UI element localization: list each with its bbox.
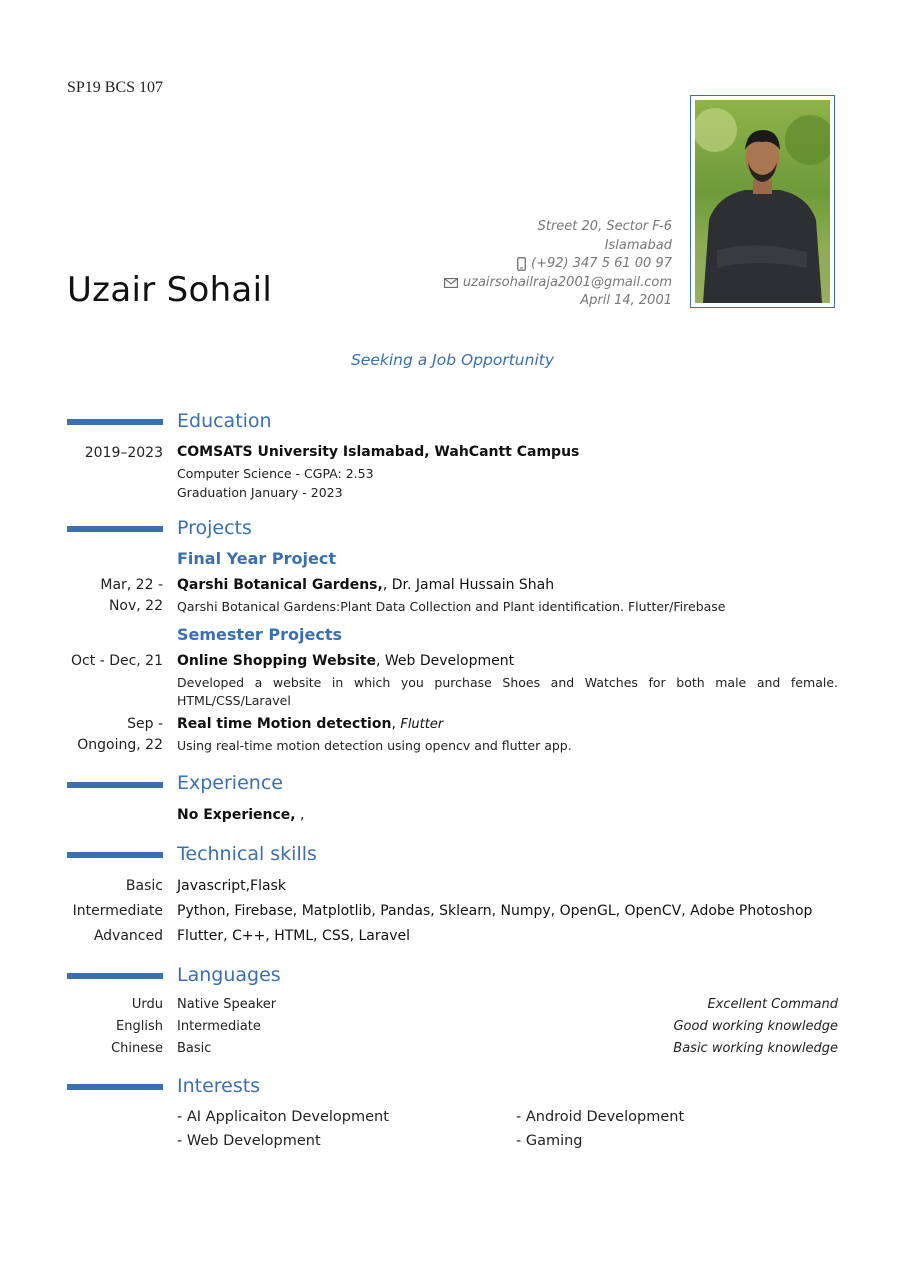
- language-comment: Excellent Command: [707, 997, 838, 1012]
- skill-level-basic: Basic: [125, 878, 163, 894]
- candidate-name: Uzair Sohail: [67, 270, 273, 310]
- section-bar: [67, 782, 163, 788]
- interest-item: - Web Development: [177, 1133, 321, 1149]
- section-bar: [67, 973, 163, 979]
- phone-number: (+92) 347 5 61 00 97: [531, 256, 672, 271]
- language-name: Urdu: [131, 997, 163, 1012]
- experience-title: No Experience,: [177, 807, 296, 823]
- project-type: Flutter: [400, 717, 444, 732]
- education-date: 2019–2023: [84, 445, 163, 461]
- skill-level-intermediate: Intermediate: [72, 903, 163, 919]
- language-comment: Basic working knowledge: [673, 1041, 838, 1056]
- language-comment: Good working knowledge: [673, 1019, 838, 1034]
- address-line-2: [444, 237, 672, 256]
- objective-quote: Seeking a Job Opportunity: [350, 351, 555, 369]
- project-name: Online Shopping Website: [177, 653, 376, 669]
- section-bar: [67, 852, 163, 858]
- education-detail: Computer Science - CGPA: 2.53: [177, 466, 374, 481]
- education-graduation: Graduation January - 2023: [177, 485, 343, 500]
- skill-level-advanced: Advanced: [93, 928, 163, 944]
- language-level: Intermediate: [177, 1019, 261, 1034]
- phone-row: [444, 255, 672, 274]
- project-date-start: Sep -: [127, 716, 163, 732]
- experience-entry: [177, 807, 305, 823]
- language-name: English: [116, 1019, 163, 1034]
- subsection-title-semester: Semester Projects: [177, 625, 342, 644]
- language-level: Native Speaker: [177, 997, 277, 1012]
- phone-icon: [517, 257, 526, 271]
- email-row: [444, 274, 672, 293]
- fyp-description: Qarshi Botanical Gardens:Plant Data Collection and Plant identification. Flutter/Firebase: [177, 599, 726, 614]
- section-title-experience: Experience: [177, 772, 283, 794]
- project-description: Developed a website in which you purchase Shoes and Watches for both male and female.: [177, 675, 838, 690]
- section-title-interests: Interests: [177, 1075, 261, 1097]
- project-date: Oct - Dec, 21: [71, 653, 163, 669]
- interest-item: - Gaming: [516, 1133, 583, 1149]
- profile-photo: [690, 95, 835, 308]
- project-heading: [177, 716, 443, 732]
- language-name: Chinese: [111, 1041, 163, 1056]
- project-separator: ,: [391, 716, 401, 732]
- project-description: Using real-time motion detection using opencv and flutter app.: [177, 738, 572, 753]
- contact-block: [444, 218, 672, 311]
- education-institution: COMSATS University Islamabad, WahCantt Campus: [177, 444, 580, 460]
- section-bar: [67, 526, 163, 532]
- language-level: Basic: [177, 1041, 212, 1056]
- roll-number: SP19 BCS 107: [67, 79, 164, 96]
- date-of-birth: April 14, 2001: [580, 293, 672, 308]
- section-title-skills: Technical skills: [177, 843, 317, 865]
- section-bar: [67, 419, 163, 425]
- fyp-heading: [177, 577, 554, 593]
- project-date-end: Ongoing, 22: [77, 737, 163, 753]
- interest-item: - Android Development: [516, 1109, 685, 1125]
- section-title-languages: Languages: [177, 964, 281, 986]
- address-city: Islamabad: [604, 237, 672, 253]
- section-title-projects: Projects: [177, 517, 252, 539]
- fyp-date-start: Mar, 22 -: [100, 577, 163, 593]
- subsection-title-fyp: Final Year Project: [177, 549, 336, 568]
- fyp-supervisor: , Dr. Jamal Hussain Shah: [382, 577, 555, 593]
- fyp-date-end: Nov, 22: [108, 598, 163, 614]
- skill-items-intermediate: Python, Firebase, Matplotlib, Pandas, Sklearn, Numpy, OpenGL, OpenCV, Adobe Photoshop: [177, 903, 813, 919]
- experience-tail: ,: [295, 807, 305, 823]
- email-link[interactable]: uzairsohailraja2001@gmail.com: [462, 274, 672, 290]
- project-type: , Web Development: [375, 653, 515, 669]
- project-heading: [177, 653, 514, 669]
- section-bar: [67, 1084, 163, 1090]
- project-name: Real time Motion detection: [177, 716, 392, 732]
- email-icon: [444, 278, 458, 288]
- project-tech: HTML/CSS/Laravel: [177, 693, 291, 708]
- portrait-photo-icon: [695, 100, 830, 303]
- section-title-education: Education: [177, 410, 272, 432]
- skill-items-advanced: Flutter, C++, HTML, CSS, Laravel: [177, 928, 411, 944]
- skill-items-basic: Javascript,Flask: [177, 878, 286, 894]
- address-line-1: [444, 218, 672, 237]
- address-street: Street 20, Sector F-6: [537, 219, 672, 234]
- dob-row: [444, 292, 672, 311]
- fyp-name: Qarshi Botanical Gardens,: [177, 577, 383, 593]
- interest-item: - AI Applicaiton Development: [177, 1109, 389, 1125]
